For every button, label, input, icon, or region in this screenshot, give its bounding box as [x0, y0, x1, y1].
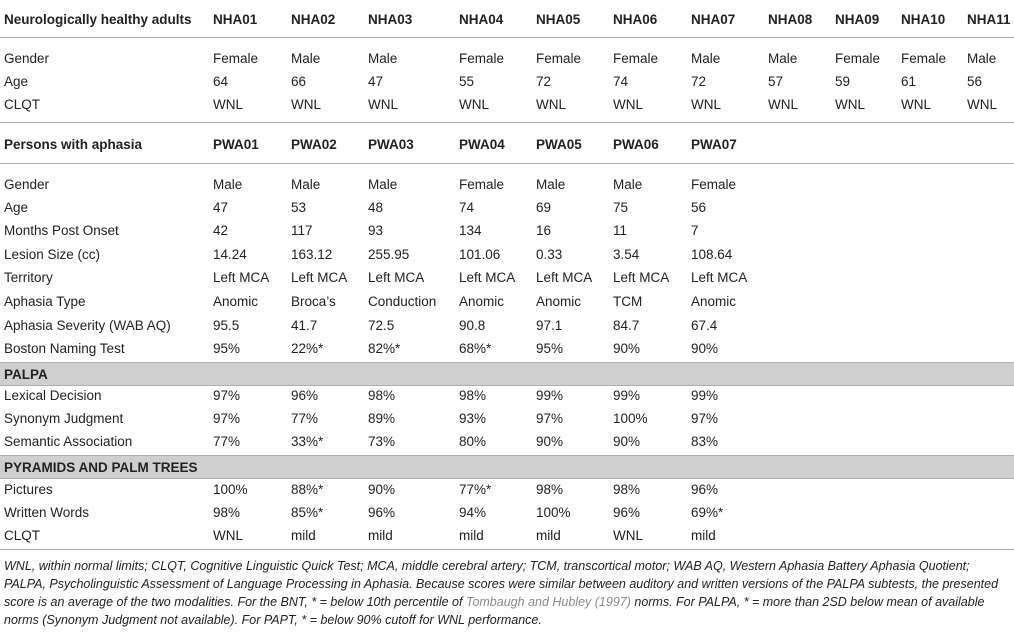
table-cell: Left MCA: [613, 270, 670, 285]
row-label: CLQT: [4, 528, 41, 543]
row-divider: [0, 385, 1014, 386]
table-cell: 89%: [368, 411, 396, 426]
table-cell: NHA05: [536, 12, 581, 27]
table-cell: Female: [213, 51, 259, 66]
row-label: Neurologically healthy adults: [4, 12, 192, 27]
table-cell: Male: [536, 177, 566, 192]
table-cell: 53: [291, 200, 307, 215]
table-cell: NHA03: [368, 12, 413, 27]
row-label: Gender: [4, 51, 50, 66]
table-cell: 47: [213, 200, 229, 215]
table-cell: 82%*: [368, 341, 401, 356]
footnote-text-end: norms. For PALPA, * = more than 2SD below mean of available norms (Synonym Judgment not available). For PAPT, * = below 90% cutoff for WNL performance.: [4, 595, 985, 627]
table-cell: Male: [368, 51, 398, 66]
table-cell: 72.5: [368, 318, 395, 333]
table-cell: Female: [613, 51, 659, 66]
row-divider: [0, 122, 1014, 123]
table-cell: Male: [213, 177, 243, 192]
table-cell: 134: [459, 223, 482, 238]
table-cell: 90%: [368, 482, 396, 497]
table-cell: WNL: [459, 97, 489, 112]
table-cell: WNL: [536, 97, 566, 112]
table-cell: 98%: [459, 388, 487, 403]
row-divider: [0, 478, 1014, 479]
table-cell: 163.12: [291, 247, 333, 262]
table-cell: 69%*: [691, 505, 724, 520]
table-cell: 77%: [213, 434, 241, 449]
section-label: PYRAMIDS AND PALM TREES: [4, 460, 198, 475]
table-cell: WNL: [691, 97, 721, 112]
table-cell: 90%: [691, 341, 719, 356]
table-cell: 72: [691, 74, 707, 89]
table-cell: 97.1: [536, 318, 563, 333]
table-cell: WNL: [213, 528, 243, 543]
footnote-text: WNL, within normal limits; CLQT, Cognitive Linguistic Quick Test; MCA, middle cerebral artery; TCM, transcortical motor; WAB AQ, Western Aphasia Battery Aphasia Quotient; PALPA, Psycholinguistic Assessment of Language Processing in Aphasia. Because scores were similar between auditory and written versions of the PALPA subtests, the presented score is an average of the two modalities. For the BNT, * = below 10th percentile of: [4, 559, 999, 609]
table-cell: 90%: [536, 434, 564, 449]
table-cell: 99%: [613, 388, 641, 403]
table-cell: Anomic: [459, 294, 505, 309]
table-cell: 55: [459, 74, 475, 89]
table-cell: PWA06: [613, 137, 659, 152]
table-cell: 98%: [613, 482, 641, 497]
row-label: Boston Naming Test: [4, 341, 125, 356]
table-cell: 94%: [459, 505, 487, 520]
table-cell: 16: [536, 223, 552, 238]
table-cell: 48: [368, 200, 384, 215]
table-cell: NHA04: [459, 12, 504, 27]
table-cell: 90%: [613, 434, 641, 449]
table-cell: 101.06: [459, 247, 501, 262]
table-cell: 72: [536, 74, 552, 89]
table-cell: 56: [967, 74, 983, 89]
table-cell: 47: [368, 74, 384, 89]
row-label: Persons with aphasia: [4, 137, 143, 152]
table-cell: Male: [368, 177, 398, 192]
table-cell: Left MCA: [368, 270, 425, 285]
table-cell: Anomic: [213, 294, 259, 309]
table-cell: NHA11: [967, 12, 1011, 27]
table-cell: PWA07: [691, 137, 737, 152]
table-cell: WNL: [291, 97, 321, 112]
table-cell: mild: [691, 528, 716, 543]
table-cell: Left MCA: [213, 270, 270, 285]
row-label: Written Words: [4, 505, 90, 520]
table-cell: PWA01: [213, 137, 259, 152]
row-label: Aphasia Type: [4, 294, 86, 309]
table-cell: 100%: [536, 505, 571, 520]
row-divider: [0, 37, 1014, 38]
table-cell: 95%: [536, 341, 564, 356]
table-cell: NHA08: [768, 12, 813, 27]
table-cell: 80%: [459, 434, 487, 449]
table-cell: NHA02: [291, 12, 336, 27]
table-cell: 96%: [368, 505, 396, 520]
table-cell: 95.5: [213, 318, 240, 333]
row-label: Semantic Association: [4, 434, 133, 449]
table-cell: 99%: [691, 388, 719, 403]
table-cell: 74: [459, 200, 475, 215]
table-cell: WNL: [835, 97, 865, 112]
table-cell: 98%: [213, 505, 241, 520]
table-cell: mild: [459, 528, 484, 543]
row-divider: [0, 549, 1014, 550]
table-cell: 83%: [691, 434, 719, 449]
table-cell: NHA01: [213, 12, 258, 27]
table-cell: 255.95: [368, 247, 410, 262]
row-label: Gender: [4, 177, 50, 192]
table-cell: 64: [213, 74, 229, 89]
table-cell: Male: [291, 177, 321, 192]
table-cell: 96%: [613, 505, 641, 520]
table-cell: 67.4: [691, 318, 718, 333]
row-label: Synonym Judgment: [4, 411, 124, 426]
table-cell: 95%: [213, 341, 241, 356]
table-cell: 100%: [613, 411, 648, 426]
papt-section-header: [0, 456, 1014, 478]
table-cell: NHA06: [613, 12, 658, 27]
table-cell: 33%*: [291, 434, 324, 449]
table-cell: mild: [291, 528, 316, 543]
table-cell: 73%: [368, 434, 396, 449]
table-cell: 88%*: [291, 482, 324, 497]
row-label: Pictures: [4, 482, 53, 497]
palpa-section-header: [0, 363, 1014, 385]
table-cell: 93: [368, 223, 384, 238]
table-cell: WNL: [213, 97, 243, 112]
table-cell: WNL: [613, 528, 643, 543]
table-cell: 117: [291, 223, 313, 238]
row-label: Age: [4, 200, 29, 215]
table-cell: Left MCA: [536, 270, 593, 285]
table-cell: 59: [835, 74, 851, 89]
table-cell: Female: [459, 51, 505, 66]
table-cell: 84.7: [613, 318, 640, 333]
table-cell: 75: [613, 200, 629, 215]
table-cell: 97%: [213, 411, 241, 426]
table-cell: Female: [691, 177, 737, 192]
table-cell: 56: [691, 200, 707, 215]
table-cell: 22%*: [291, 341, 324, 356]
table-cell: 41.7: [291, 318, 318, 333]
table-cell: TCM: [613, 294, 643, 309]
table-cell: NHA10: [901, 12, 946, 27]
table-cell: PWA04: [459, 137, 505, 152]
table-cell: 11: [613, 223, 628, 238]
table-cell: 96%: [291, 388, 319, 403]
table-cell: NHA07: [691, 12, 736, 27]
table-cell: Anomic: [536, 294, 582, 309]
row-label: Lesion Size (cc): [4, 247, 101, 262]
table-cell: 14.24: [213, 247, 247, 262]
table-cell: 90.8: [459, 318, 486, 333]
table-cell: Male: [967, 51, 997, 66]
table-cell: 0.33: [536, 247, 563, 262]
table-cell: Conduction: [368, 294, 437, 309]
table-cell: PWA02: [291, 137, 337, 152]
table-cell: 90%: [613, 341, 641, 356]
table-cell: Female: [459, 177, 505, 192]
table-cell: 97%: [536, 411, 564, 426]
table-cell: Male: [291, 51, 321, 66]
table-cell: Female: [901, 51, 947, 66]
table-cell: WNL: [613, 97, 643, 112]
table-cell: 3.54: [613, 247, 640, 262]
table-cell: 97%: [213, 388, 241, 403]
table-cell: Broca’s: [291, 294, 336, 309]
row-label: Months Post Onset: [4, 223, 119, 238]
row-label: Age: [4, 74, 29, 89]
row-label: Lexical Decision: [4, 388, 102, 403]
table-cell: 74: [613, 74, 629, 89]
table-cell: WNL: [967, 97, 997, 112]
table-cell: Female: [835, 51, 881, 66]
table-cell: 61: [901, 74, 917, 89]
table-cell: Male: [691, 51, 721, 66]
table-cell: mild: [368, 528, 393, 543]
table-cell: 85%*: [291, 505, 324, 520]
section-label: PALPA: [4, 367, 48, 382]
table-cell: Male: [768, 51, 798, 66]
table-cell: WNL: [901, 97, 931, 112]
table-cell: mild: [536, 528, 561, 543]
row-label: Territory: [4, 270, 53, 285]
table-cell: 7: [691, 223, 699, 238]
table-cell: WNL: [368, 97, 398, 112]
table-cell: PWA03: [368, 137, 414, 152]
table-cell: PWA05: [536, 137, 582, 152]
table-cell: Anomic: [691, 294, 737, 309]
table-cell: Male: [613, 177, 643, 192]
row-label: CLQT: [4, 97, 41, 112]
table-cell: NHA09: [835, 12, 880, 27]
table-cell: 98%: [536, 482, 564, 497]
table-cell: 42: [213, 223, 229, 238]
row-label: Aphasia Severity (WAB AQ): [4, 318, 171, 333]
table-cell: 96%: [691, 482, 719, 497]
table-cell: 93%: [459, 411, 487, 426]
table-footnote: [4, 557, 1008, 629]
table-cell: 77%: [291, 411, 319, 426]
table-cell: 100%: [213, 482, 248, 497]
table-cell: 69: [536, 200, 552, 215]
table-cell: 99%: [536, 388, 564, 403]
table-cell: 98%: [368, 388, 396, 403]
table-cell: Female: [536, 51, 582, 66]
table-cell: 57: [768, 74, 784, 89]
table-cell: Left MCA: [691, 270, 748, 285]
table-cell: Left MCA: [459, 270, 516, 285]
row-divider: [0, 163, 1014, 164]
table-cell: Left MCA: [291, 270, 348, 285]
table-cell: WNL: [768, 97, 798, 112]
footnote-reference-link[interactable]: Tombaugh and Hubley (1997): [465, 595, 631, 609]
table-cell: 97%: [691, 411, 719, 426]
table-cell: 66: [291, 74, 307, 89]
table-cell: 108.64: [691, 247, 733, 262]
table-cell: 68%*: [459, 341, 492, 356]
table-cell: 77%*: [459, 482, 492, 497]
